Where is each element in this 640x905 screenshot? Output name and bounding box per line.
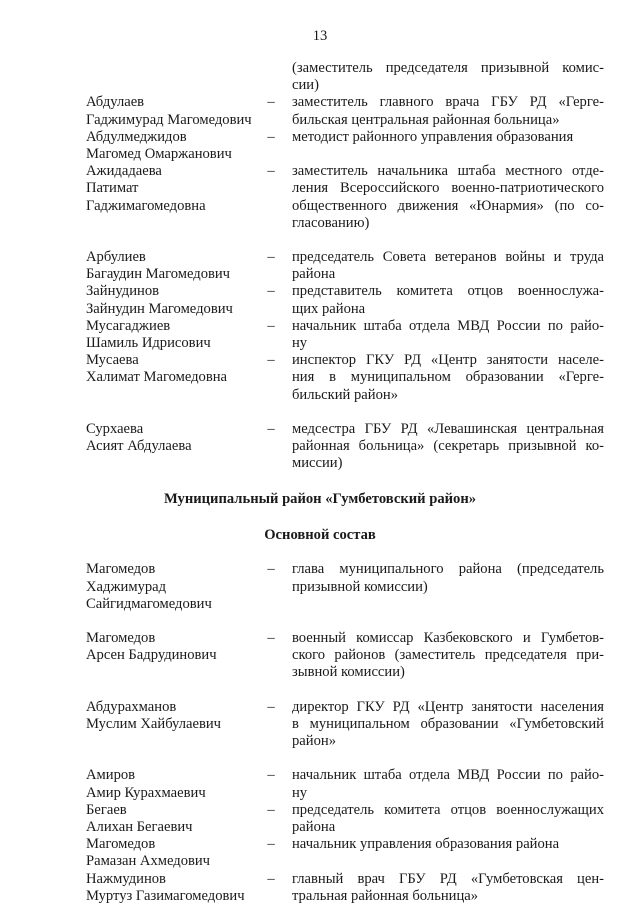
member-role: инспектор ГКУ РД «Центр занятости населе- ния в муниципальном образовании «Герге- бильский район» <box>292 352 604 403</box>
dash-separator: – <box>267 317 275 334</box>
member-role: главный врач ГБУ РД «Гумбетовская цен- тральная районная больница» <box>292 870 604 904</box>
member-role: начальник штаба отдела МВД России по райо- ну <box>292 317 604 352</box>
member-row <box>86 802 604 836</box>
member-name: Абдулаев Гаджимурад Магомедович <box>86 94 252 128</box>
dash-separator: – <box>267 249 275 266</box>
member-role: заместитель начальника штаба местного отде- ления Всероссийского военно-патриотического общественного движения «Юнармия» (по со- гласованию) <box>292 163 604 231</box>
member-role: медсестра ГБУ РД «Левашинская центральная районная больница» (секретарь призывной ко- миссии) <box>292 420 604 472</box>
continuation-row <box>86 60 604 94</box>
member-name: Ажидадаева Патимат Гаджимагомедовна <box>86 163 206 214</box>
dash-separator: – <box>267 698 275 715</box>
member-row <box>86 421 604 473</box>
member-row <box>86 318 604 352</box>
member-row <box>86 94 604 128</box>
member-name: Абдулмеджидов Магомед Омаржанович <box>86 128 232 163</box>
member-name: Мусагаджиев Шамиль Идрисович <box>86 317 211 352</box>
dash-separator: – <box>267 630 275 647</box>
member-name: Зайнудинов Зайнудин Магомедович <box>86 283 233 317</box>
dash-separator: – <box>267 420 275 437</box>
member-role: председатель комитета отцов военнослужащих района <box>292 801 604 835</box>
section-title: Муниципальный район «Гумбетовский район» <box>163 491 477 508</box>
member-role: военный комиссар Казбековского и Гумбетов- ского районов (заместитель председателя при- зывной комиссии) <box>292 630 604 681</box>
member-role: представитель комитета отцов военнослужа- щих района <box>292 283 604 317</box>
member-name: Сурхаева Асият Абдулаева <box>86 420 192 455</box>
member-role: начальник штаба отдела МВД России по райо- ну <box>292 767 604 801</box>
member-name: Магомедов Хаджимурад Сайгидмагомедович <box>86 561 212 612</box>
member-row <box>86 630 604 682</box>
member-name: Амиров Амир Курахмаевич <box>86 767 206 801</box>
member-name: Магомедов Рамазан Ахмедович <box>86 836 211 870</box>
member-role: директор ГКУ РД «Центр занятости населения в муниципальном образовании «Гумбетовский район» <box>292 698 604 750</box>
commission-list-gergebil <box>86 94 604 472</box>
dash-separator: – <box>267 352 275 369</box>
member-row <box>86 561 604 613</box>
member-name: Мусаева Халимат Магомедовна <box>86 352 228 386</box>
member-row <box>86 871 604 905</box>
member-name: Бегаев Алихан Бегаевич <box>86 801 193 835</box>
member-row <box>86 163 604 232</box>
dash-separator: – <box>267 870 275 887</box>
commission-list-gumbet <box>86 561 604 904</box>
member-row <box>86 767 604 801</box>
member-row <box>86 836 604 870</box>
continuation-text: (заместитель председателя призывной комис- сии) <box>292 60 604 94</box>
member-role: начальник управления образования района <box>292 836 560 853</box>
member-role: заместитель главного врача ГБУ РД «Герге- бильская центральная районная больница» <box>292 94 604 128</box>
member-row <box>86 283 604 317</box>
dash-separator: – <box>267 94 275 111</box>
member-row <box>86 352 604 404</box>
dash-separator: – <box>267 163 275 180</box>
dash-separator: – <box>267 767 275 784</box>
member-row <box>86 249 604 283</box>
subsection-title: Основной состав <box>264 527 376 544</box>
member-role: методист районного управления образования <box>292 128 574 145</box>
member-name: Арбулиев Багаудин Магомедович <box>86 249 231 283</box>
page-number: 13 <box>312 28 328 44</box>
member-role: глава муниципального района (председатель призывной комиссии) <box>292 561 604 595</box>
member-name: Абдурахманов Муслим Хайбулаевич <box>86 698 221 732</box>
member-row <box>86 699 604 751</box>
dash-separator: – <box>267 128 275 145</box>
member-name: Нажмудинов Муртуз Газимагомедович <box>86 870 245 904</box>
member-row <box>86 129 604 163</box>
dash-separator: – <box>267 836 275 853</box>
member-role: председатель Совета ветеранов войны и труда района <box>292 249 604 283</box>
member-name: Магомедов Арсен Бадрудинович <box>86 630 217 664</box>
dash-separator: – <box>267 283 275 300</box>
document-body <box>86 60 604 905</box>
dash-separator: – <box>267 801 275 818</box>
dash-separator: – <box>267 561 275 578</box>
